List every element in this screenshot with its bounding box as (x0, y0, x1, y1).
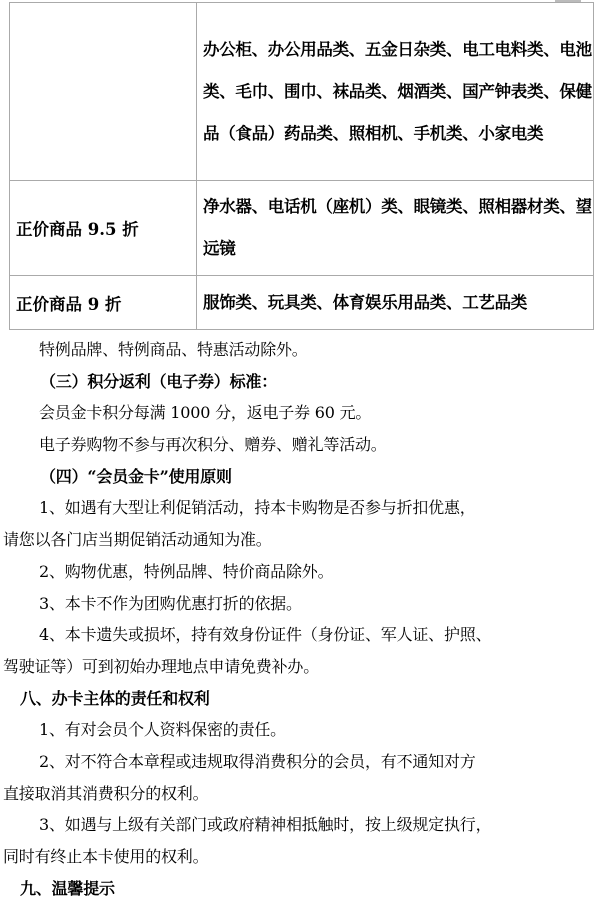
category-list: 办公柜、办公用品类、五金日杂类、电工电料类、电池类、毛巾、围巾、袜品类、烟酒类、国产钟表类、保健品（食品）药品类、照相机、手机类、小家电类 (197, 3, 594, 181)
discount-table (9, 2, 594, 330)
paragraph-line: 电子券购物不参与再次积分、赠券、赠礼等活动。 (39, 435, 387, 455)
discount-label: 正价商品 9 折 (10, 276, 197, 330)
paragraph-line: 驾驶证等）可到初始办理地点申请免费补办。 (3, 656, 320, 676)
discount-label: 正价商品 9.5 折 (10, 181, 197, 276)
section-heading: （三）积分返利（电子券）标准： (40, 371, 278, 391)
document-body (0, 334, 600, 904)
table-row (10, 3, 594, 181)
paragraph-line: 3、如遇与上级有关部门或政府精神相抵触时，按上级规定执行， (39, 815, 492, 835)
section-heading: （四）“会员金卡”使用原则 (40, 466, 232, 486)
paragraph-line: 直接取消其消费积分的权利。 (3, 783, 209, 803)
paragraph-line: 同时有终止本卡使用的权利。 (3, 847, 209, 866)
paragraph-line: 2、购物优惠，特例品牌、特价商品除外。 (39, 561, 334, 581)
table-row (10, 181, 594, 276)
discount-label (10, 3, 197, 181)
paragraph-line: 1、如遇有大型让利促销活动，持本卡购物是否参与折扣优惠， (39, 498, 476, 518)
paragraph-line: 2、对不符合本章程或违规取得消费积分的会员，有不通知对方 (39, 751, 476, 771)
section-heading: 八、办卡主体的责任和权利 (20, 688, 210, 708)
paragraph-line: 3、本卡不作为团购优惠打折的依据。 (39, 593, 302, 613)
table-row (10, 276, 594, 330)
paragraph-line: 1、有对会员个人资料保密的责任。 (39, 720, 286, 740)
paragraph-line: 4、本卡遗失或损坏，持有效身份证件（身份证、军人证、护照、 (39, 625, 492, 645)
section-heading: 九、温馨提示 (20, 878, 115, 898)
category-list: 净水器、电话机（座机）类、眼镜类、照相器材类、望远镜 (197, 181, 594, 276)
paragraph-line: 特例品牌、特例商品、特惠活动除外。 (39, 340, 308, 359)
paragraph-line: 会员金卡积分每满 1000 分，返电子券 60 元。 (39, 403, 372, 423)
category-list: 服饰类、玩具类、体育娱乐用品类、工艺品类 (197, 276, 594, 330)
paragraph-line: 请您以各门店当期促销活动通知为准。 (3, 530, 272, 550)
